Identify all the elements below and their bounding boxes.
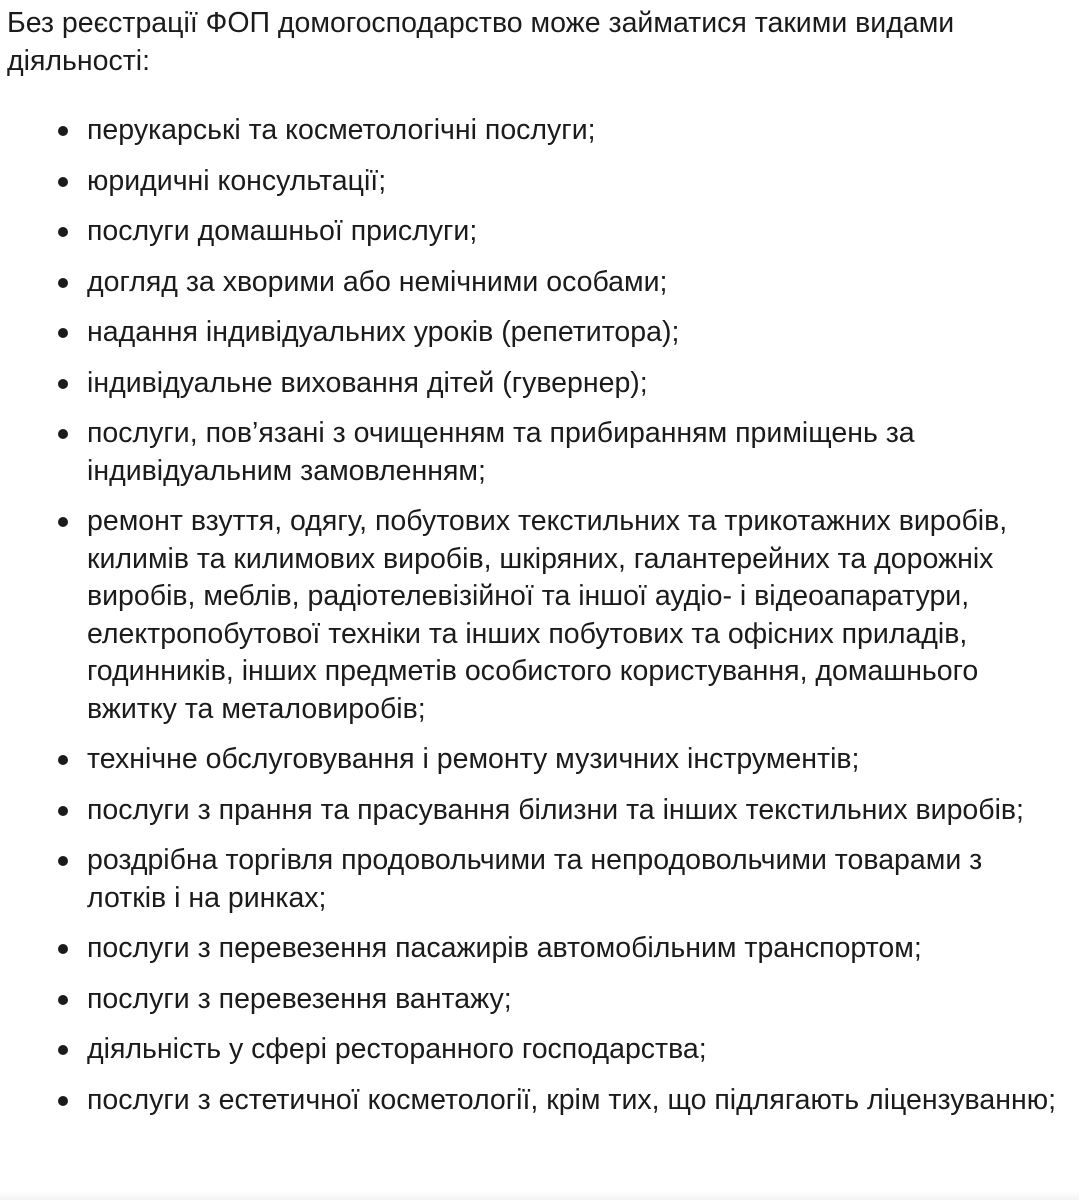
- list-item: [7, 163, 1059, 201]
- list-item: [7, 503, 1059, 728]
- list-item-text: ремонт взуття, одягу, побутових текстильних та трикотажних виробів, килимів та килимових виробів, шкіряних, галантерейних та дорожніх виробів, меблів, радіотелевізійної та іншої аудіо- і відеоапаратури, електропобутової техніки та інших побутових та офісних приладів, годинників, інших предметів особистого користування, домашнього вжитку та металовиробів;: [87, 505, 1008, 725]
- intro-paragraph: Без реєстрації ФОП домогосподарство може займатися такими видами діяльності:: [7, 7, 955, 77]
- bullet-icon: [58, 177, 68, 187]
- bullet-icon: [58, 517, 68, 527]
- list-item: [7, 112, 1059, 150]
- list-item: [7, 792, 1059, 830]
- list-item-text: діяльність у сфері ресторанного господарства;: [87, 1033, 707, 1065]
- bullet-icon: [58, 379, 68, 389]
- activity-list: [7, 112, 1059, 1119]
- list-item-text: послуги, пов’язані з очищенням та прибиранням приміщень за індивідуальним замовленням;: [87, 417, 915, 487]
- list-item: [7, 1031, 1059, 1069]
- list-item-text: послуги з естетичної косметології, крім тих, що підлягають ліцензуванню;: [87, 1083, 1056, 1116]
- bullet-icon: [58, 944, 68, 954]
- bullet-icon: [58, 126, 68, 136]
- bullet-icon: [58, 806, 68, 816]
- bullet-icon: [58, 755, 68, 765]
- list-item-text: послуги з перевезення пасажирів автомобільним транспортом;: [87, 932, 922, 964]
- list-item-text: роздрібна торгівля продовольчими та непродовольчими товарами з лотків і на ринках;: [87, 844, 983, 914]
- list-item: [7, 264, 1059, 302]
- bullet-icon: [58, 995, 68, 1005]
- list-item-text: надання індивідуальних уроків (репетитора);: [87, 316, 680, 348]
- bullet-icon: [58, 429, 68, 439]
- bullet-icon: [58, 856, 68, 866]
- list-item-text: догляд за хворими або немічними особами;: [87, 265, 668, 298]
- list-item-text: послуги домашньої прислуги;: [87, 215, 478, 247]
- list-item: [7, 365, 1059, 403]
- bullet-icon: [58, 278, 68, 288]
- list-item: [7, 415, 1059, 490]
- bullet-icon: [58, 227, 68, 237]
- list-item-text: послуги з прання та прасування білизни та інших текстильних виробів;: [87, 793, 1024, 826]
- page-bottom-edge: [0, 1192, 1079, 1200]
- list-item: [7, 741, 1059, 779]
- list-item: [7, 314, 1059, 352]
- list-item: [7, 1082, 1059, 1120]
- list-item: [7, 981, 1059, 1019]
- bullet-icon: [58, 1045, 68, 1055]
- bullet-icon: [58, 1096, 68, 1106]
- list-item: [7, 842, 1059, 917]
- list-item-text: послуги з перевезення вантажу;: [87, 982, 512, 1015]
- list-item: [7, 930, 1059, 968]
- list-item-text: юридичні консультації;: [87, 164, 387, 197]
- list-item-text: перукарські та косметологічні послуги;: [87, 114, 596, 146]
- bullet-icon: [58, 328, 68, 338]
- list-item-text: технічне обслуговування і ремонту музичних інструментів;: [87, 743, 860, 775]
- list-item-text: індивідуальне виховання дітей (гувернер);: [87, 366, 648, 399]
- list-item: [7, 213, 1059, 251]
